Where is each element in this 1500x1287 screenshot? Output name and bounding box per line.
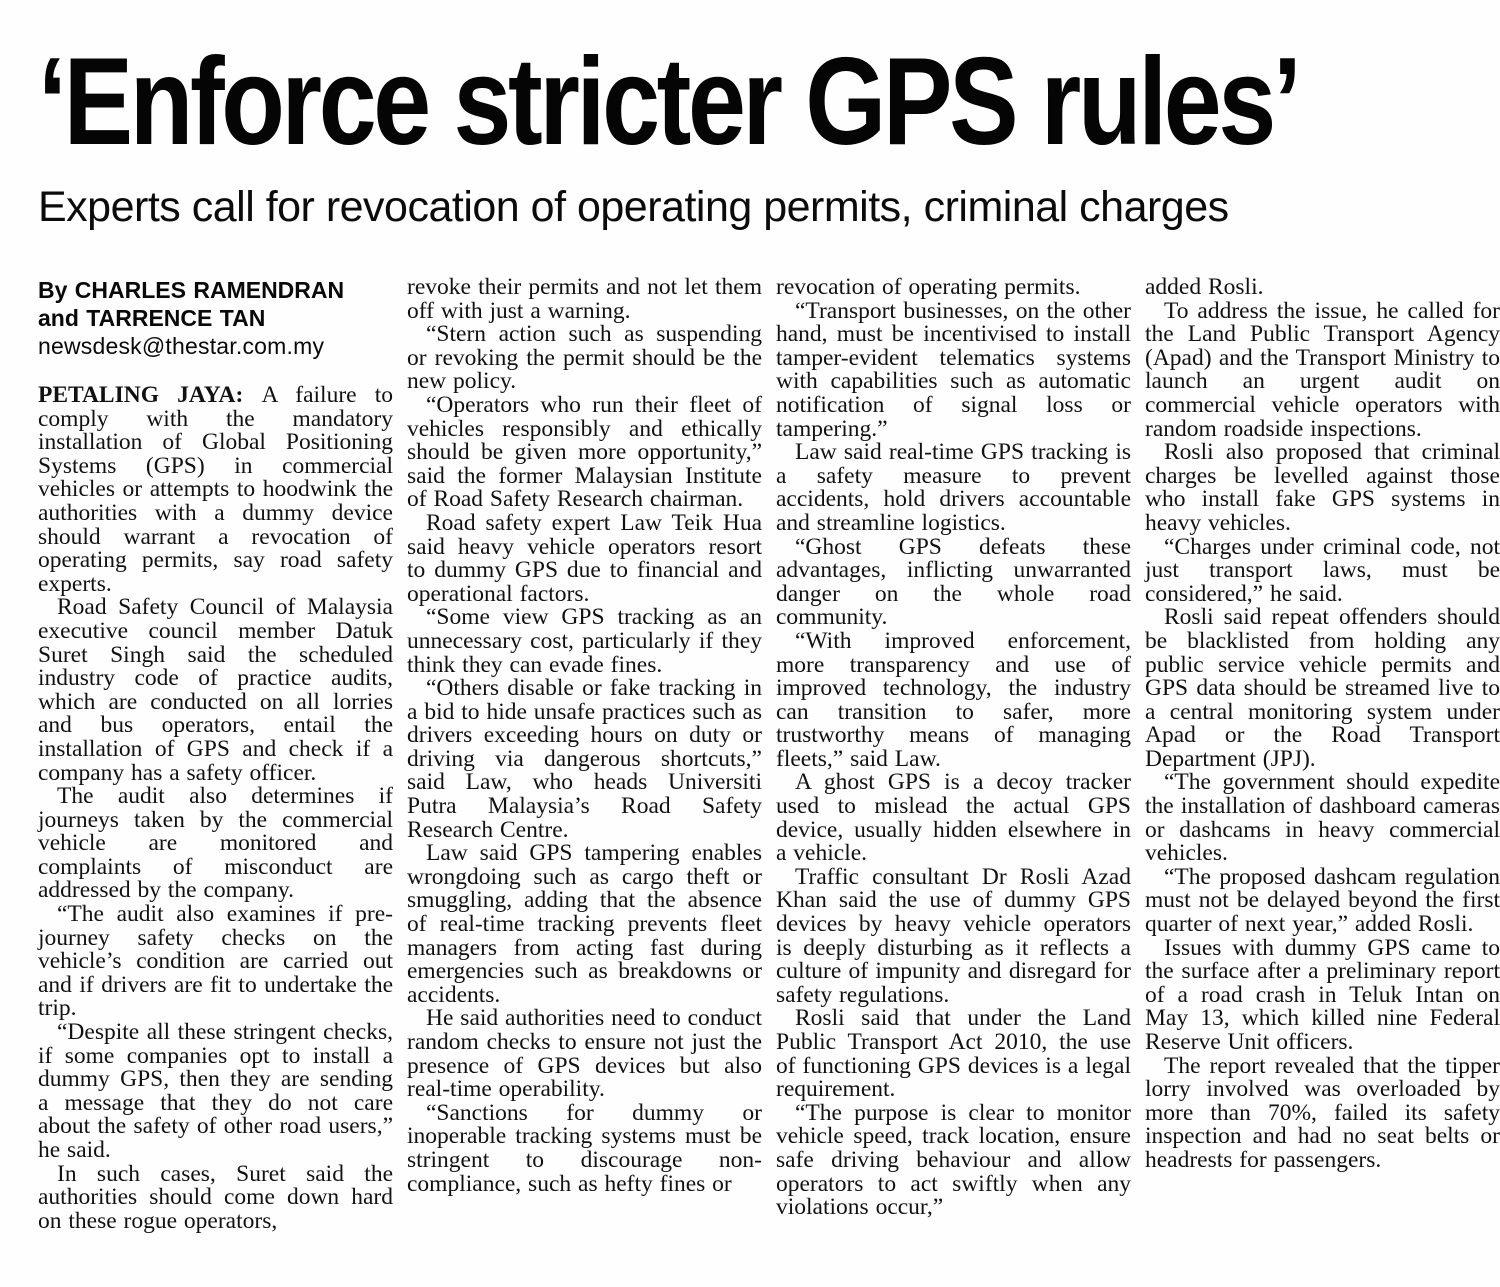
article-paragraph: Road safety expert Law Teik Hua said heavy vehicle operators resort to dummy GPS due to financial and operational factors.: [407, 509, 762, 607]
article-paragraph: “The government should expedite the installation of dashboard cameras or dashcams in heavy commercial vehicles.: [1145, 769, 1500, 867]
column-1: [38, 276, 393, 1233]
article-paragraph: Rosli also proposed that criminal charges be levelled against those who install fake GPS systems in heavy vehicles.: [1145, 439, 1500, 536]
article-paragraph: “The proposed dashcam regulation must not be delayed beyond the first quarter of next year,” added Rosli.: [1145, 863, 1500, 938]
article-paragraph: “Operators who run their fleet of vehicles responsibly and ethically should be given more opportunity,” said the former Malaysian Institute of Road Safety Research chairman.: [407, 391, 762, 513]
headline: [38, 33, 1470, 171]
article-paragraph: Rosli said repeat offenders should be blacklisted from holding any public service vehicle permits and GPS data should be streamed live to a central monitoring system under Apad or the Road Transport Department (JPJ).: [1145, 604, 1500, 772]
article-paragraph: The audit also determines if journeys taken by the commercial vehicle are monitored and complaints of misconduct are addressed by the company.: [38, 783, 393, 904]
dateline: PETALING JAYA:: [38, 382, 262, 408]
article-paragraph: “Others disable or fake tracking in a bid to hide unsafe practices such as drivers exceeding hours on duty or driving via dangerous shortcuts,” said Law, who heads Universiti Putra Malaysia’s Road Safety Research Centre.: [407, 675, 762, 843]
byline-email: newsdesk@thestar.com.my: [38, 333, 325, 359]
column-3: [776, 276, 1131, 1233]
article-paragraph: Law said real-time GPS tracking is a safety measure to prevent accidents, hold drivers accountable and streamline logistics.: [776, 439, 1131, 536]
article-paragraph: “Despite all these stringent checks, if some companies opt to install a dummy GPS, then they are sending a message that they do not care about the safety of other road users,” he said.: [38, 1019, 393, 1163]
article-paragraph: revocation of operating permits.: [776, 274, 1081, 300]
article-paragraph: The report revealed that the tipper lorry involved was overloaded by more than 70%, failed its safety inspection and had no seat belts or headrests for passengers.: [1145, 1052, 1500, 1173]
article-paragraph: “Transport businesses, on the other hand, must be incentivised to install tamper-evident telematics systems with capabilities such as automatic notification of signal loss or tampering.”: [776, 297, 1131, 442]
article-paragraph: PETALING JAYA: A failure to comply with the mandatory installation of Global Positioning Systems (GPS) in commercial vehicles or attempts to hoodwink the authorities with a dummy device should warrant a revocation of operating permits, say road safety experts.: [38, 382, 393, 597]
article-paragraph: “The purpose is clear to monitor vehicle speed, track location, ensure safe driving behaviour and allow operators to act swiftly when any violations occur,”: [776, 1099, 1131, 1221]
article-paragraph: In such cases, Suret said the authorities should come down hard on these rogue operators,: [38, 1160, 393, 1234]
byline-author-line-1: By CHARLES RAMENDRAN: [38, 277, 345, 303]
article-paragraph: To address the issue, he called for the Land Public Transport Agency (Apad) and the Transport Ministry to launch an urgent audit on commercial vehicle operators with random roadside inspections.: [1145, 297, 1500, 442]
article-paragraph: “Sanctions for dummy or inoperable tracking systems must be stringent to discourage non-compliance, such as hefty fines or: [407, 1099, 762, 1197]
article-paragraph: Law said GPS tampering enables wrongdoing such as cargo theft or smuggling, adding that the absence of real-time tracking prevents fleet managers from acting fast during emergencies such as breakdowns or accidents.: [407, 840, 762, 1008]
article-paragraph: revoke their permits and not let them off with just a warning.: [407, 274, 762, 324]
headline-text: ‘Enforce stricter GPS rules’: [38, 33, 1299, 171]
article-paragraph: Traffic consultant Dr Rosli Azad Khan said the use of dummy GPS devices by heavy vehicle operators is deeply disturbing as it reflects a culture of impunity and disregard for safety regulations.: [776, 863, 1131, 1008]
subheadline: Experts call for revocation of operating permits, criminal charges: [38, 183, 1229, 231]
column-2: [407, 276, 762, 1233]
article-paragraph: Road Safety Council of Malaysia executive council member Datuk Suret Singh said the scheduled industry code of practice audits, which are conducted on all lorries and bus operators, entail the installation of GPS and check if a company has a safety officer.: [38, 594, 393, 786]
article-paragraph: “Charges under criminal code, not just transport laws, must be considered,” he said.: [1145, 533, 1500, 607]
article-paragraph: “Stern action such as suspending or revoking the permit should be the new policy.: [407, 321, 762, 395]
column-4: [1145, 276, 1500, 1233]
article-paragraph: “With improved enforcement, more transparency and use of improved technology, the industry can transition to safer, more trustworthy means of managing fleets,” said Law.: [776, 627, 1131, 772]
byline: [38, 276, 393, 360]
article-paragraph: added Rosli.: [1145, 274, 1264, 300]
byline-author-line-2: and TARRENCE TAN: [38, 305, 266, 331]
article-paragraph: A ghost GPS is a decoy tracker used to mislead the actual GPS device, usually hidden elsewhere in a vehicle.: [776, 769, 1131, 867]
article-paragraph: He said authorities need to conduct random checks to ensure not just the presence of GPS devices but also real-time operability.: [407, 1005, 762, 1103]
article-paragraph: “The audit also examines if pre-journey safety checks on the vehicle’s condition are carried out and if drivers are fit to undertake the trip.: [38, 901, 393, 1022]
article-paragraph: Rosli said that under the Land Public Transport Act 2010, the use of functioning GPS devices is a legal requirement.: [776, 1005, 1131, 1103]
article-columns: [38, 274, 1500, 1234]
article-paragraph: Issues with dummy GPS came to the surface after a preliminary report of a road crash in Teluk Intan on May 13, which killed nine Federal Reserve Unit officers.: [1145, 934, 1500, 1055]
article-paragraph: “Some view GPS tracking as an unnecessary cost, particularly if they think they can evade fines.: [407, 604, 762, 678]
article-paragraph: “Ghost GPS defeats these advantages, inflicting unwarranted danger on the whole road community.: [776, 533, 1131, 631]
